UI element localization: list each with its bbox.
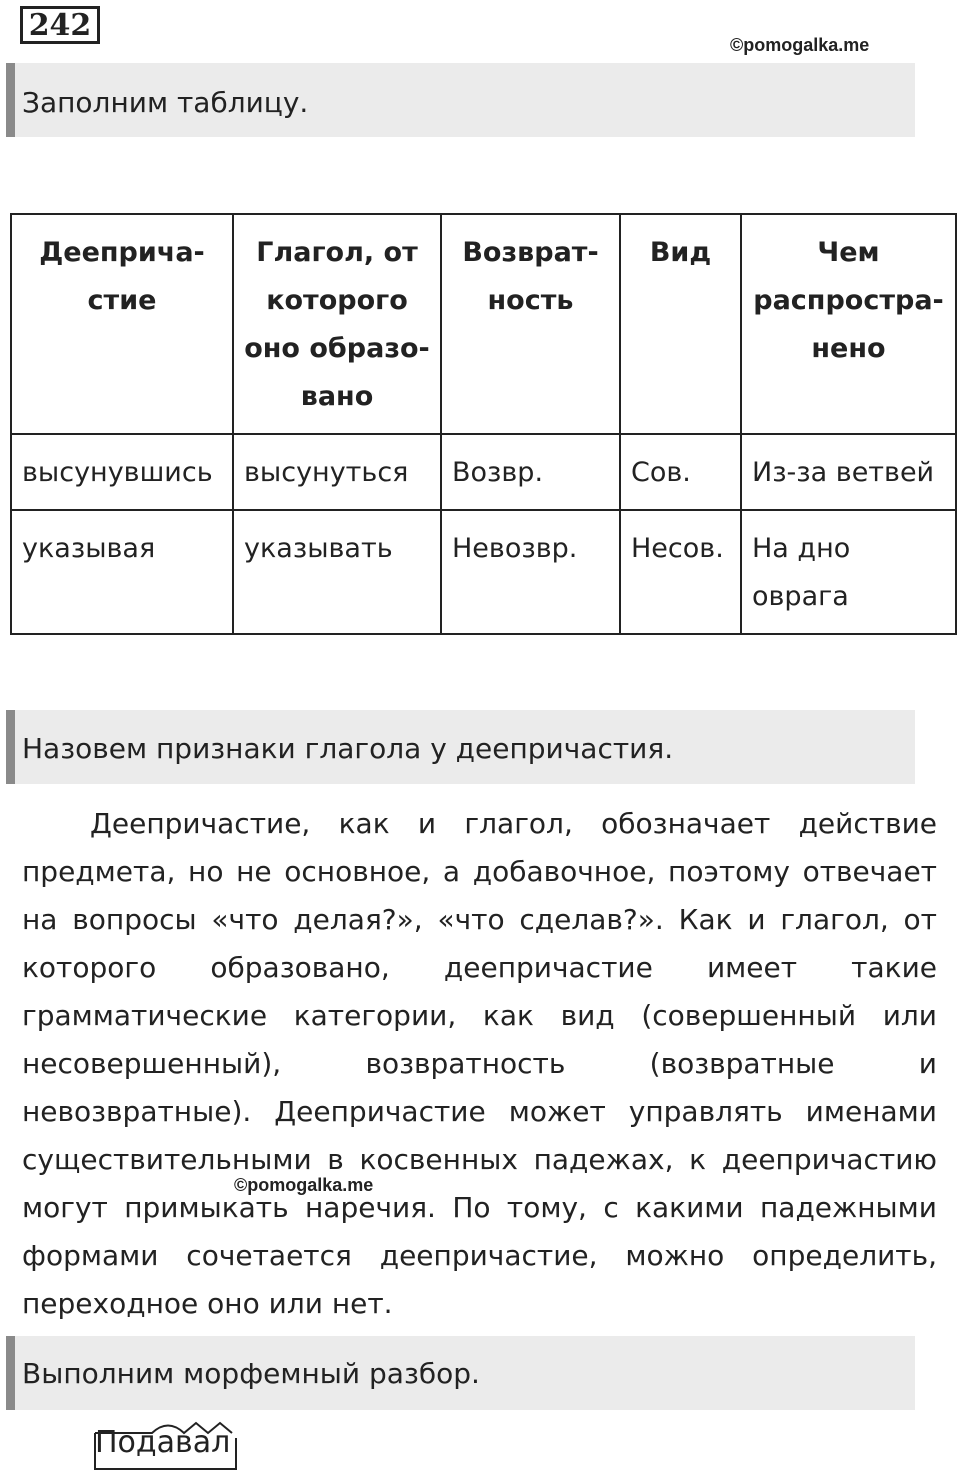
table-cell: указывая (11, 510, 233, 634)
table-row (11, 434, 956, 510)
section-title-verb-features: Назовем признаки глагола у деепричастия. (6, 710, 915, 784)
table-cell: Из-за ветвей (741, 434, 956, 510)
table-cell: Возвр. (441, 434, 620, 510)
table-cell: Сов. (620, 434, 741, 510)
section-title-morpheme: Выполним морфемный разбор. (6, 1336, 915, 1410)
watermark-middle: ©pomogalka.me (234, 1175, 374, 1195)
table-header-row (11, 214, 956, 434)
gerund-table (10, 213, 957, 635)
table-cell: высунувшись (11, 434, 233, 510)
header-reflexivity: Возврат-ность (441, 214, 620, 434)
table-cell: На дно оврага (741, 510, 956, 634)
table-cell: указывать (233, 510, 441, 634)
table-cell: Невозвр. (441, 510, 620, 634)
header-aspect: Вид (620, 214, 741, 434)
table-cell: Несов. (620, 510, 741, 634)
header-verb: Глагол, от которого оно образо-вано (233, 214, 441, 434)
table-cell: высунуться (233, 434, 441, 510)
section-title-fill-table: Заполним таблицу. (6, 63, 915, 137)
morpheme-word: Подавал (95, 1425, 231, 1460)
watermark-top: ©pomogalka.me (730, 35, 870, 55)
explanation-paragraph: Деепричастие, как и глагол, обозначает действие предмета, но не основное, а добавочное, поэтому отвечает на вопросы «что делая?», «что сделав?». Как и глагол, от которого образовано, деепричастие имеет такие грамматические категории, как вид (совершенный или несовершенный), возвратность (возвратные и невозвратные). Деепричастие может управлять именами существительными в косвенных падежах, к деепричастию могут примыкать наречия. По тому, с какими падежными формами сочетается деепричастие, можно определить, переходное оно или нет. (22, 807, 937, 1320)
header-dependent: Чем распростра-нено (741, 214, 956, 434)
header-gerund: Дееприча-стие (11, 214, 233, 434)
task-number: 242 (20, 6, 100, 44)
table-row (11, 510, 956, 634)
